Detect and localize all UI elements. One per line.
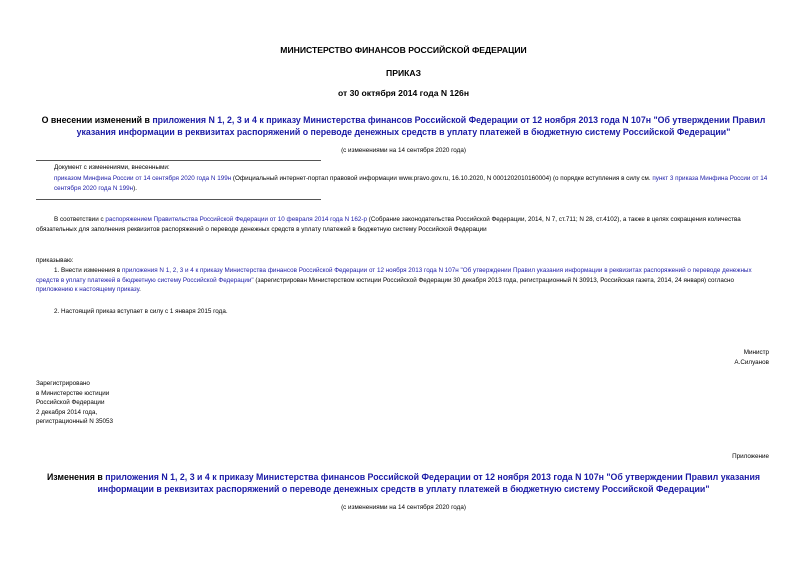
- doc-type-heading: ПРИКАЗ: [386, 68, 421, 78]
- changes-link-item3[interactable]: пункт 3 приказа Минфина России от 14 сентября 2020 года N 199н: [54, 175, 768, 192]
- appendix-title-link[interactable]: приложения N 1, 2, 3 и 4 к приказу Министерства финансов Российской Федерации от 12 ноября 2013 года N 107н "Об утверждении Правил указания информации в реквизитах распоряжений о переводе денежных средств в уплату платежей в бюджетную систему Российской Федерации": [97, 472, 761, 494]
- preamble-paragraph: [36, 215, 772, 234]
- appendix-title-prefix: Изменения в: [46, 472, 106, 482]
- item-1-link-appendix[interactable]: приложению к настоящему приказу: [36, 286, 140, 293]
- item-2-paragraph: 2. Настоящий приказ вступает в силу с 1 января 2015 года.: [54, 308, 228, 315]
- document-title: [30, 114, 777, 138]
- registration-line-2: в Министерстве юстиции: [36, 389, 110, 397]
- title-prefix: О внесении изменений в: [41, 115, 153, 125]
- preamble-text-2: (Собрание законодательства Российской Федерации, 2014, N 7, ст.711; N 28, ст.4102), а также в целях сокращения количества обязательных для заполнения реквизитов распоряжений о переводе денежных средств в уплату платежей в бюджетную систему Российской Федерации: [36, 216, 741, 233]
- item-1-paragraph: [36, 266, 772, 295]
- registration-line-5: регистрационный N 35053: [36, 418, 114, 425]
- preamble-text-1: В соответствии с: [54, 216, 106, 223]
- changes-link-order-199n[interactable]: приказом Минфина России от 14 сентября 2020 года N 199н: [54, 175, 232, 182]
- appendix-edition-note: (с изменениями на 14 сентября 2020 года): [341, 504, 466, 511]
- signature-name: А.Силуанов: [734, 359, 769, 366]
- preamble-link[interactable]: распоряжением Правительства Российской Федерации от 10 февраля 2014 года N 162-р: [105, 216, 368, 223]
- item-1-text-1: 1. Внести изменения в: [54, 267, 122, 274]
- changes-text: [54, 174, 769, 193]
- changes-label: Документ с изменениями, внесенными:: [54, 164, 170, 171]
- item-1-text-3: .: [139, 286, 141, 293]
- signature-position: Министр: [743, 349, 769, 356]
- appendix-title: [30, 471, 777, 495]
- title-link[interactable]: приложения N 1, 2, 3 и 4 к приказу Министерства финансов Российской Федерации от 12 ноября 2013 года N 107н "Об утверждении Правил указания информации в реквизитах распоряжений о переводе денежных средств в уплату платежей в бюджетную систему Российской Федерации": [76, 115, 766, 137]
- changes-bottom-rule: [36, 199, 321, 200]
- item-1-text-2: (зарегистрирован Министерством юстиции Российской Федерации 30 декабря 2013 года, регистрационный N 30913, Российская газета, 2014, 24 января) согласно: [253, 276, 735, 284]
- appendix-label: Приложение: [732, 453, 769, 460]
- registration-line-3: Российской Федерации: [36, 399, 105, 406]
- order-word: приказываю:: [36, 257, 74, 264]
- item-1-link-appendices[interactable]: приложения N 1, 2, 3 и 4 к приказу Министерства финансов Российской Федерации от 12 ноября 2013 года N 107н "Об утверждении Правил указания информации в реквизитах распоряжений о переводе денежных средств в уплату платежей в бюджетную систему Российской Федерации": [36, 267, 752, 284]
- ministry-heading: МИНИСТЕРСТВО ФИНАНСОВ РОССИЙСКОЙ ФЕДЕРАЦИИ: [280, 45, 527, 55]
- changes-text-2: ).: [133, 184, 137, 192]
- registration-line-1: Зарегистрировано: [36, 380, 90, 387]
- changes-top-rule: [36, 160, 321, 161]
- changes-text-1: (Официальный интернет-портал правовой информации www.pravo.gov.ru, 16.10.2020, N 0001202010160004) (о порядке вступления в силу см.: [231, 175, 653, 182]
- registration-line-4: 2 декабря 2014 года,: [36, 408, 98, 416]
- title-edition-note: (с изменениями на 14 сентября 2020 года): [341, 147, 466, 154]
- date-number-heading: от 30 октября 2014 года N 126н: [337, 88, 470, 98]
- registration-block: [36, 379, 113, 427]
